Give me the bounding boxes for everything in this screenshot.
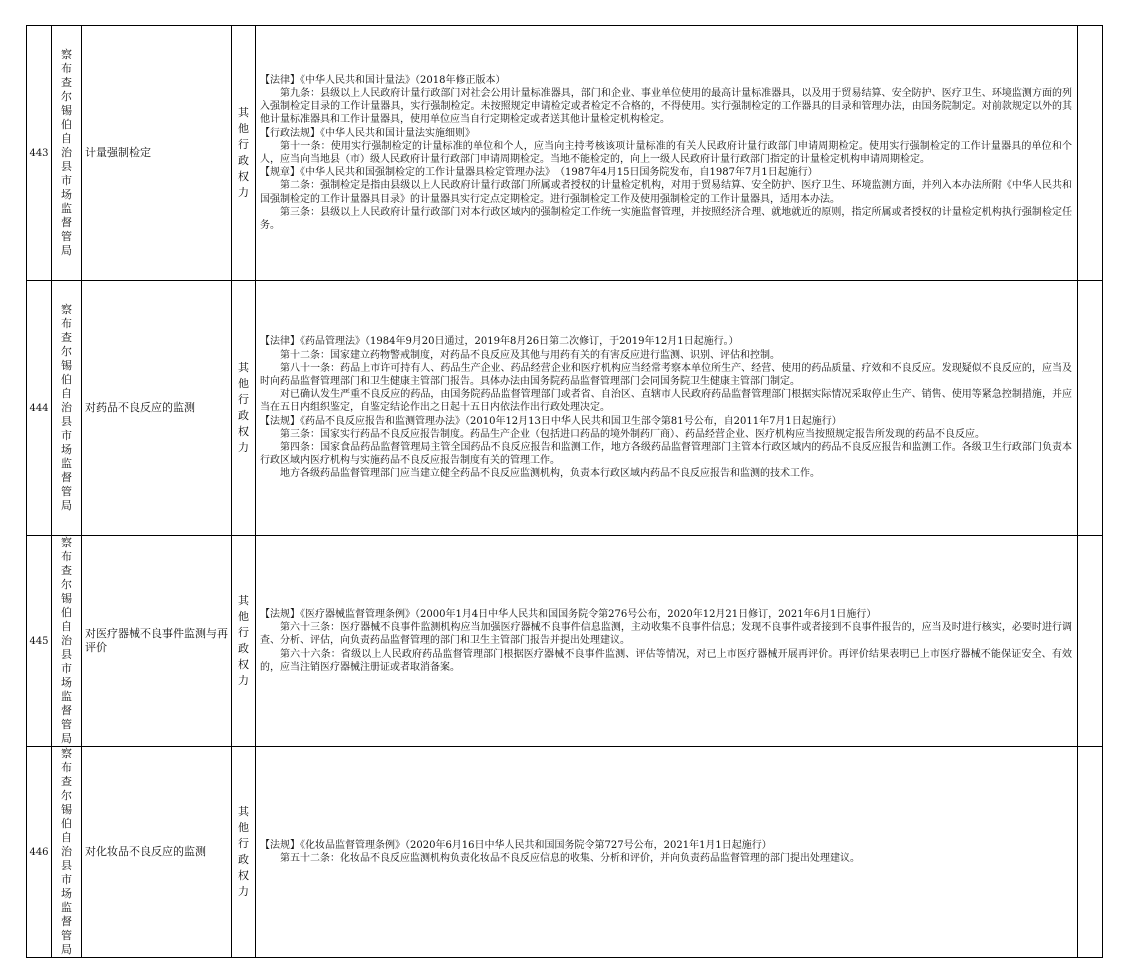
- department-char: 尔: [61, 578, 72, 591]
- table-row: [27, 26, 1103, 281]
- legal-article: 第三条：县级以上人民政府计量行政部门对本行政区域内的强制检定工作统一实施监督管理，并按照经济合理、就地就近的原则，指定所属或者授权的计量检定机构执行强制检定任务。: [260, 206, 1072, 232]
- authority-type-char: 其: [238, 106, 249, 119]
- table-row: [27, 281, 1103, 536]
- department-char: 局: [61, 732, 72, 745]
- legal-source-heading: 【法规】《化妆品监督管理条例》（2020年6月16日中华人民共和国国务院令第727号公布，2021年1月1日起施行）: [260, 839, 772, 851]
- row-number: 444: [27, 281, 52, 536]
- authority-type-char: 行: [238, 138, 249, 151]
- department-char: 布: [61, 317, 72, 330]
- department-char: 治: [61, 634, 72, 647]
- legal-basis-cell: [256, 747, 1078, 958]
- department-char: 监: [61, 457, 72, 470]
- department-char: 锡: [61, 104, 72, 117]
- legal-article: 第五十二条：化妆品不良反应监测机构负责化妆品不良反应信息的收集、分析和评价，并向负责药品监督管理的部门提出处理建议。: [280, 853, 860, 864]
- department-char: 督: [61, 915, 72, 928]
- authority-type-char: 政: [238, 409, 249, 422]
- department-char: 布: [61, 62, 72, 75]
- legal-article: 第九条：县级以上人民政府计量行政部门对社会公用计量标准器具，部门和企业、事业单位使用的最高计量标准器具，以及用于贸易结算、安全防护、医疗卫生、环境监测方面的列入强制检定目录的工作计量器具，实行强制检定。未按照规定申请检定或者检定不合格的，不得使用。实行强制检定的工作器具的目录和管理办法，由国务院制定。对前款规定以外的其他计量标准器具和工作计量器具，使用单位应当自行定期检定或者送其他计量检定机构检定。: [260, 87, 1072, 126]
- department-char: 察: [61, 747, 72, 760]
- department-char: 察: [61, 303, 72, 316]
- legal-source-heading: 【法律】《药品管理法》（1984年9月20日通过，2019年8月26日第二次修订，于2019年12月1日起施行。）: [260, 336, 739, 348]
- legal-article: 第二条：强制检定是指由县级以上人民政府计量行政部门所属或者授权的计量检定机构，对用于贸易结算、安全防护、医疗卫生、环境监测方面，并列入本办法所附《中华人民共和国强制检定的工作计量器具目录》的计量器具实行定点定期检定。进行强制检定工作及使用强制检定的工作计量器具，适用本办法。: [260, 180, 1072, 205]
- table-body: [27, 26, 1103, 958]
- department-char: 场: [61, 443, 72, 456]
- item-name: 计量强制检定: [82, 26, 232, 281]
- department-char: 县: [61, 648, 72, 661]
- department-char: 查: [61, 76, 72, 89]
- authority-type-char: 政: [238, 853, 249, 866]
- department-char: 自: [61, 132, 72, 145]
- row-number: 446: [27, 747, 52, 958]
- legal-article: 第三条：国家实行药品不良反应报告制度。药品生产企业（包括进口药品的境外制药厂商）、药品经营企业、医疗机构应当按照规定报告所发现的药品不良反应。: [280, 428, 985, 440]
- department-cell: [52, 26, 82, 281]
- department-char: 布: [61, 550, 72, 563]
- department-char: 监: [61, 690, 72, 703]
- authority-type-cell: [232, 26, 256, 281]
- department-char: 监: [61, 901, 72, 914]
- remarks-cell: [1078, 536, 1103, 747]
- authority-type-char: 行: [238, 393, 249, 406]
- department-cell: [52, 536, 82, 747]
- department-char: 锡: [61, 359, 72, 372]
- department-char: 查: [61, 564, 72, 577]
- department-char: 市: [61, 429, 72, 442]
- item-name: 对药品不良反应的监测: [82, 281, 232, 536]
- authority-type-cell: [232, 536, 256, 747]
- legal-article: 第十二条：国家建立药物警戒制度，对药品不良反应及其他与用药有关的有害反应进行监测、识别、评估和控制。: [280, 349, 780, 361]
- legal-source-heading: 【行政法规】《中华人民共和国计量法实施细则》: [260, 127, 475, 139]
- department-char: 局: [61, 943, 72, 956]
- authority-type-char: 权: [238, 869, 249, 882]
- department-char: 局: [61, 244, 72, 257]
- department-cell: [52, 281, 82, 536]
- authority-type-char: 政: [238, 154, 249, 167]
- department-char: 督: [61, 471, 72, 484]
- legal-source-heading: 【法规】《医疗器械监督管理条例》（2000年1月4日中华人民共和国国务院令第276号公布，2020年12月21日修订，2021年6月1日施行）: [260, 608, 877, 620]
- authority-type-cell: [232, 281, 256, 536]
- legal-basis-cell: [256, 536, 1078, 747]
- legal-article: 第八十一条：药品上市许可持有人、药品生产企业、药品经营企业和医疗机构应当经常考察本单位所生产、经营、使用的药品质量、疗效和不良反应。发现疑似不良反应的，应当及时向药品监督管理部门和卫生健康主管部门报告。具体办法由国务院药品监督管理部门会同国务院卫生健康主管部门制定。: [260, 362, 1072, 387]
- department-char: 管: [61, 485, 72, 498]
- authority-type-char: 他: [238, 122, 249, 135]
- department-char: 场: [61, 188, 72, 201]
- authority-type-char: 他: [238, 377, 249, 390]
- legal-article: 地方各级药品监督管理部门应当建立健全药品不良反应监测机构，负责本行政区域内药品不良反应报告和监测的技术工作。: [280, 468, 820, 480]
- department-char: 尔: [61, 345, 72, 358]
- legal-source-heading: 【规章】《中华人民共和国强制检定的工作计量器具检定管理办法》 （1987年4月15日国务院发布，自1987年7月1日起施行）: [260, 167, 818, 179]
- department-char: 县: [61, 415, 72, 428]
- department-char: 伯: [61, 606, 72, 619]
- department-char: 查: [61, 775, 72, 788]
- row-number: 445: [27, 536, 52, 747]
- authority-type-char: 权: [238, 658, 249, 671]
- department-char: 布: [61, 761, 72, 774]
- row-number: 443: [27, 26, 52, 281]
- department-char: 场: [61, 887, 72, 900]
- legal-source-heading: 【法律】《中华人民共和国计量法》（2018年修正版本）: [260, 74, 506, 86]
- department-char: 伯: [61, 373, 72, 386]
- department-char: 场: [61, 676, 72, 689]
- department-char: 锡: [61, 803, 72, 816]
- legal-article: 第十一条：使用实行强制检定的计量标准的单位和个人，应当向主持考核该项计量标准的有关人民政府计量行政部门申请周期检定。使用实行强制检定的工作计量器具的单位和个人，应当向当地县（市）级人民政府计量行政部门申请周期检定。当地不能检定的，向上一级人民政府计量行政部门指定的计量检定机构申请周期检定。: [260, 140, 1072, 165]
- remarks-cell: [1078, 26, 1103, 281]
- department-char: 治: [61, 401, 72, 414]
- authority-table: [26, 25, 1103, 958]
- authority-type-char: 力: [238, 186, 249, 199]
- legal-article: 第四条：国家食品药品监督管理局主管全国药品不良反应报告和监测工作，地方各级药品监督管理部门主管本行政区域内的药品不良反应报告和监测工作。各级卫生行政部门负责本行政区域内医疗机构与实施药品不良反应报告制度有关的管理工作。: [260, 442, 1072, 467]
- department-char: 尔: [61, 90, 72, 103]
- authority-type-char: 行: [238, 626, 249, 639]
- department-char: 治: [61, 146, 72, 159]
- authority-type-char: 政: [238, 642, 249, 655]
- legal-article: 对已确认发生严重不良反应的药品，由国务院药品监督管理部门或者省、自治区、直辖市人民政府药品监督管理部门根据实际情况采取停止生产、销售、使用等紧急控制措施，并应当在五日内组织鉴定，自鉴定结论作出之日起十五日内依法作出行政处理决定。: [260, 389, 1072, 414]
- department-char: 管: [61, 718, 72, 731]
- authority-type-cell: [232, 747, 256, 958]
- department-char: 自: [61, 387, 72, 400]
- authority-type-char: 他: [238, 610, 249, 623]
- department-char: 伯: [61, 817, 72, 830]
- department-char: 伯: [61, 118, 72, 131]
- item-name: 对医疗器械不良事件监测与再评价: [82, 536, 232, 747]
- department-char: 监: [61, 202, 72, 215]
- authority-type-char: 其: [238, 805, 249, 818]
- authority-type-char: 其: [238, 594, 249, 607]
- department-char: 县: [61, 859, 72, 872]
- department-char: 县: [61, 160, 72, 173]
- department-char: 察: [61, 536, 72, 549]
- table-row: [27, 536, 1103, 747]
- authority-type-char: 权: [238, 170, 249, 183]
- department-char: 自: [61, 831, 72, 844]
- legal-basis-cell: [256, 281, 1078, 536]
- department-char: 市: [61, 873, 72, 886]
- legal-article: 第六十三条：医疗器械不良事件监测机构应当加强医疗器械不良事件信息监测，主动收集不良事件信息；发现不良事件或者接到不良事件报告的，应当及时进行核实，必要时进行调查、分析、评估，向负责药品监督管理的部门和卫生主管部门报告并提出处理建议。: [260, 622, 1072, 647]
- authority-type-char: 力: [238, 674, 249, 687]
- legal-article: 第六十六条：省级以上人民政府药品监督管理部门根据医疗器械不良事件监测、评估等情况，对已上市医疗器械开展再评价。再评价结果表明已上市医疗器械不能保证安全、有效的，应当注销医疗器械注册证或者取消备案。: [260, 648, 1072, 673]
- department-char: 市: [61, 174, 72, 187]
- department-cell: [52, 747, 82, 958]
- department-char: 督: [61, 216, 72, 229]
- authority-type-char: 权: [238, 425, 249, 438]
- remarks-cell: [1078, 747, 1103, 958]
- department-char: 局: [61, 499, 72, 512]
- department-char: 自: [61, 620, 72, 633]
- department-char: 尔: [61, 789, 72, 802]
- department-char: 管: [61, 929, 72, 942]
- department-char: 治: [61, 845, 72, 858]
- department-char: 管: [61, 230, 72, 243]
- authority-type-char: 力: [238, 441, 249, 454]
- legal-basis-cell: [256, 26, 1078, 281]
- department-char: 市: [61, 662, 72, 675]
- authority-type-char: 力: [238, 885, 249, 898]
- item-name: 对化妆品不良反应的监测: [82, 747, 232, 958]
- authority-type-char: 行: [238, 837, 249, 850]
- department-char: 督: [61, 704, 72, 717]
- authority-type-char: 其: [238, 361, 249, 374]
- remarks-cell: [1078, 281, 1103, 536]
- authority-type-char: 他: [238, 821, 249, 834]
- department-char: 察: [61, 48, 72, 61]
- department-char: 锡: [61, 592, 72, 605]
- department-char: 查: [61, 331, 72, 344]
- legal-source-heading: 【法规】《药品不良反应报告和监测管理办法》（2010年12月13日中华人民共和国卫生部令第81号公布，自2011年7月1日起施行）: [260, 415, 842, 427]
- table-row: [27, 747, 1103, 958]
